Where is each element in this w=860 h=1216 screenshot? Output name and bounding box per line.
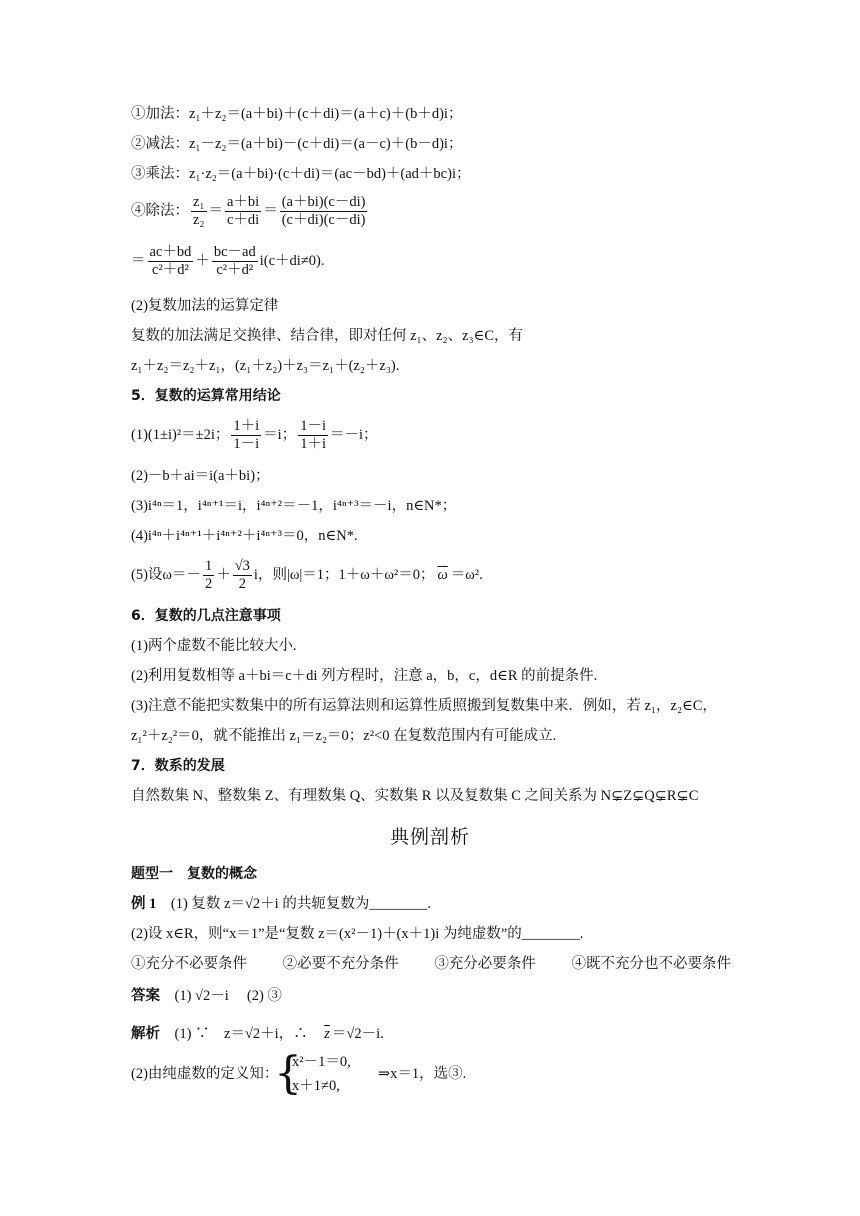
text: (1) ∵ z＝√2＋i，∴	[160, 1026, 323, 1042]
s6-line-4: z₁²＋z₂²＝0，就不能推出 z₁＝z₂＝0；z²<0 在复数范围内有可能成立.	[131, 728, 557, 744]
answer-label: 答案	[131, 988, 160, 1004]
s5-line-4: (4)i⁴ⁿ＋i⁴ⁿ⁺¹＋i⁴ⁿ⁺²＋i⁴ⁿ⁺³＝0，n∈N*.	[131, 528, 358, 544]
solution-conclusion: ⇒x＝1，选③.	[378, 1066, 467, 1082]
fraction	[148, 244, 194, 279]
z-conjugate: $\overline{z}$	[324, 1026, 330, 1042]
condition: i(c＋di≠0).	[259, 252, 325, 269]
law-heading: (2)复数加法的运算定律	[131, 298, 279, 314]
op-add: ①加法：z₁＋z₂＝(a＋bi)＋(c＋di)＝(a＋c)＋(b＋d)i；	[131, 106, 463, 122]
s5-line-2: (2)－b＋ai＝i(a＋bi)；	[131, 468, 270, 484]
option-1: ①充分不必要条件	[131, 956, 247, 972]
omega-conjugate: $\overline{\omega}$	[437, 566, 448, 583]
law-line-1: 复数的加法满足交换律、结合律，即对任何 z₁、z₂、z₃∈C，有	[131, 328, 524, 344]
denominator: c＋di	[227, 212, 260, 228]
op-mul: ③乘法：z₁·z₂＝(a＋bi)·(c＋di)＝(ac－bd)＋(ad＋bc)i；	[131, 166, 471, 182]
answer-text: (1) √2－i (2) ③	[160, 988, 282, 1004]
equals: ＝	[208, 202, 223, 219]
plus: ＋	[195, 252, 210, 269]
fraction	[231, 418, 261, 453]
solution-line-1	[131, 1024, 384, 1044]
numerator: √3	[234, 558, 250, 574]
s5-line-3: (3)i⁴ⁿ＝1，i⁴ⁿ⁺¹＝i，i⁴ⁿ⁺²＝－1，i⁴ⁿ⁺³＝－i，n∈N*；	[131, 498, 457, 514]
op-div	[131, 194, 369, 229]
fraction	[203, 558, 214, 593]
numerator: 1＋i	[233, 418, 260, 434]
section-6-heading: 6．复数的几点注意事项	[131, 608, 281, 624]
text: (1)(1±i)²＝±2i；	[131, 426, 230, 443]
system-eq-2: x＋1≠0,	[292, 1078, 340, 1094]
text: i，则|ω|＝1；1＋ω＋ω²＝0；	[253, 566, 435, 583]
law-line-2: z₁＋z₂＝z₂＋z₁，(z₁＋z₂)＋z₃＝z₁＋(z₂＋z₃).	[131, 358, 400, 374]
denominator: z₂	[193, 212, 205, 228]
numerator: ac＋bd	[149, 244, 192, 260]
page-title: 典例剖析	[389, 826, 470, 848]
s5-line-5	[131, 558, 483, 593]
div-label: ④除法：	[131, 202, 189, 219]
section-5-heading: 5．复数的运算常用结论	[131, 388, 281, 404]
equals: ＝	[131, 252, 146, 269]
denominator: 1＋i	[300, 436, 326, 452]
text: (5)设ω＝－	[131, 566, 201, 583]
answer-line	[131, 986, 282, 1006]
equals: ＝	[263, 202, 278, 219]
numerator: 1－i	[300, 418, 326, 434]
fraction	[212, 244, 258, 279]
fraction	[233, 558, 252, 593]
solution-line-2-label: (2)由纯虚数的定义知：	[131, 1066, 279, 1082]
s6-line-2: (2)利用复数相等 a＋bi＝c＋di 列方程时，注意 a，b，c，d∈R 的前提条件.	[131, 668, 598, 684]
example-1-line-2: (2)设 x∈R，则“x＝1”是“复数 z＝(x²－1)＋(x＋1)i 为纯虚数”的________.	[131, 926, 584, 942]
example-label: 例 1	[131, 896, 157, 912]
fraction	[191, 194, 207, 229]
s6-line-1: (1)两个虚数不能比较大小.	[131, 638, 297, 654]
fraction	[280, 194, 368, 229]
fraction	[298, 418, 328, 453]
s6-line-3: (3)注意不能把实数集中的所有运算法则和运算性质照搬到复数集中来．例如，若 z₁，z₂∈C，	[131, 698, 717, 714]
s7-line-1: 自然数集 N、整数集 Z、有理数集 Q、实数集 R 以及复数集 C 之间关系为 N⊊Z⊊Q⊊R⊊C	[131, 788, 699, 804]
op-sub: ②减法：z₁－z₂＝(a＋bi)－(c＋di)＝(a－c)＋(b－d)i；	[131, 136, 463, 152]
type-1-heading: 题型一 复数的概念	[131, 866, 257, 882]
numerator: bc－ad	[213, 244, 256, 260]
left-brace-icon: {	[274, 1048, 302, 1099]
text: ＝√2－i.	[331, 1026, 384, 1042]
denominator: 2	[204, 576, 213, 592]
fraction	[225, 194, 261, 229]
numerator: a＋bi	[227, 194, 260, 210]
text: ＝－i；	[329, 426, 378, 443]
option-3: ③充分必要条件	[434, 956, 536, 972]
option-2: ②必要不充分条件	[282, 956, 399, 972]
numerator: (a＋bi)(c－di)	[281, 194, 366, 210]
numerator: 1	[204, 558, 213, 574]
denominator: 2	[238, 576, 246, 592]
options-row	[131, 954, 731, 974]
section-7-heading: 7．数系的发展	[131, 758, 225, 774]
denominator: c²＋d²	[216, 262, 254, 278]
text: ＝i；	[263, 426, 297, 443]
denominator: 1－i	[233, 436, 260, 452]
s5-line-1	[131, 418, 378, 453]
plus: ＋	[216, 566, 231, 583]
example-1-line-1	[131, 894, 431, 914]
solution-label: 解析	[131, 1026, 160, 1042]
op-div-result	[131, 244, 324, 279]
system-eq-1: x²－1＝0,	[292, 1054, 351, 1070]
text: ＝ω².	[450, 566, 483, 583]
option-4: ④既不充分也不必要条件	[571, 956, 731, 972]
denominator: c²＋d²	[151, 262, 189, 278]
denominator: (c＋di)(c－di)	[281, 212, 366, 228]
text: (1) 复数 z＝√2＋i 的共轭复数为________.	[156, 896, 431, 912]
numerator: z₁	[193, 194, 205, 210]
